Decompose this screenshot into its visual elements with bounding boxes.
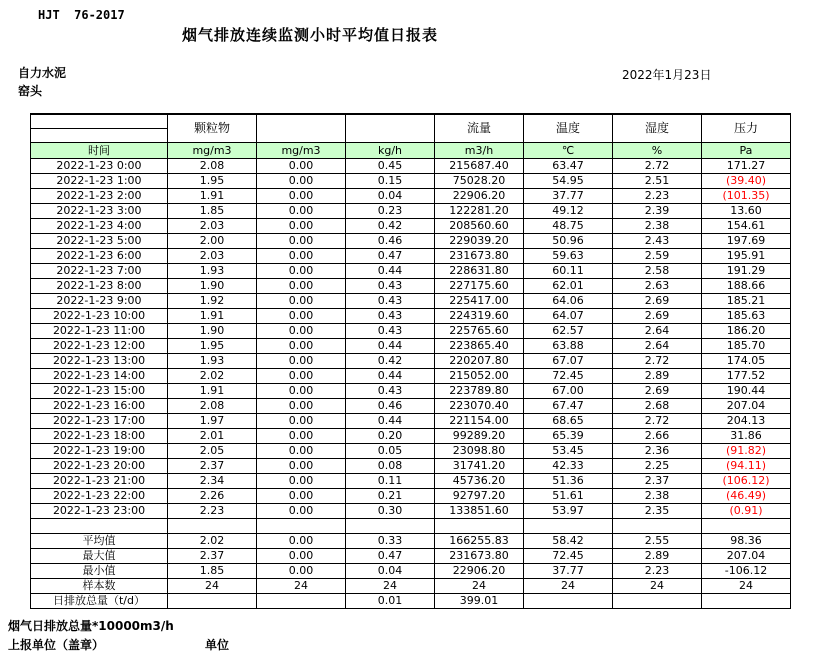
hourly-data-cell: 224319.60 (435, 309, 524, 324)
hourly-data-cell: 215052.00 (435, 369, 524, 384)
summary-cell: 最小值 (31, 564, 168, 579)
hourly-data-row (31, 339, 791, 354)
summary-row (31, 564, 791, 579)
hourly-data-cell: 62.01 (524, 279, 613, 294)
summary-cell: 399.01 (435, 594, 524, 609)
hourly-data-row (31, 159, 791, 174)
hourly-data-cell: 62.57 (524, 324, 613, 339)
hourly-data-cell: 133851.60 (435, 504, 524, 519)
summary-row (31, 579, 791, 594)
summary-cell: 0.00 (257, 534, 346, 549)
hourly-data-row (31, 399, 791, 414)
hourly-data-cell: 0.00 (257, 159, 346, 174)
pollutant-header-cell: 温度 (524, 114, 613, 143)
hourly-data-row (31, 354, 791, 369)
hourly-data-cell: 0.00 (257, 249, 346, 264)
hourly-data-cell: 2.36 (613, 444, 702, 459)
pollutant-header-cell (257, 114, 346, 143)
summary-cell: 24 (168, 579, 257, 594)
hourly-data-cell: 2022-1-23 13:00 (31, 354, 168, 369)
summary-cell: 0.00 (257, 549, 346, 564)
summary-cell: 1.85 (168, 564, 257, 579)
hourly-data-cell: 2.02 (168, 369, 257, 384)
spacer-cell (524, 519, 613, 534)
hourly-data-cell: 171.27 (702, 159, 791, 174)
hourly-data-cell: 229039.20 (435, 234, 524, 249)
hourly-data-cell: 0.43 (346, 279, 435, 294)
hourly-data-cell: 154.61 (702, 219, 791, 234)
hourly-data-cell: (106.12) (702, 474, 791, 489)
hourly-data-row (31, 474, 791, 489)
hourly-data-cell: 2022-1-23 6:00 (31, 249, 168, 264)
hourly-data-cell: 2022-1-23 2:00 (31, 189, 168, 204)
hourly-data-cell: 2.05 (168, 444, 257, 459)
spacer-cell (168, 519, 257, 534)
hourly-data-cell: 188.66 (702, 279, 791, 294)
hourly-data-cell: 67.07 (524, 354, 613, 369)
hourly-data-cell: 0.00 (257, 204, 346, 219)
hourly-data-cell: 2.69 (613, 294, 702, 309)
hourly-data-cell: 0.00 (257, 189, 346, 204)
hourly-data-cell: 0.00 (257, 309, 346, 324)
hourly-data-cell: 0.04 (346, 189, 435, 204)
hourly-data-row (31, 189, 791, 204)
hourly-data-cell: 1.97 (168, 414, 257, 429)
unit-header-row (31, 143, 791, 159)
hourly-data-cell: 2022-1-23 20:00 (31, 459, 168, 474)
flow-total-note: 烟气日排放总量*10000m3/h (8, 619, 174, 633)
summary-cell (168, 594, 257, 609)
hourly-data-cell: 0.00 (257, 474, 346, 489)
hourly-data-row (31, 504, 791, 519)
summary-cell: 24 (524, 579, 613, 594)
hourly-data-cell: 2022-1-23 21:00 (31, 474, 168, 489)
hourly-data-cell: 2.64 (613, 339, 702, 354)
hourly-data-cell: 49.12 (524, 204, 613, 219)
hourly-data-cell: 1.85 (168, 204, 257, 219)
unit-header-cell: Pa (702, 143, 791, 159)
hourly-data-cell: 1.91 (168, 189, 257, 204)
hourly-data-cell: 2.39 (613, 204, 702, 219)
hourly-data-cell: 1.91 (168, 309, 257, 324)
summary-cell: 24 (346, 579, 435, 594)
summary-row (31, 549, 791, 564)
hourly-data-row (31, 279, 791, 294)
hourly-data-row (31, 384, 791, 399)
hourly-data-cell: 1.92 (168, 294, 257, 309)
hourly-data-cell: 1.90 (168, 279, 257, 294)
hourly-data-cell: 92797.20 (435, 489, 524, 504)
hourly-data-cell: 0.00 (257, 414, 346, 429)
hourly-data-cell: 2.66 (613, 429, 702, 444)
hourly-data-cell: 223789.80 (435, 384, 524, 399)
hourly-data-row (31, 234, 791, 249)
hourly-data-cell: 2.01 (168, 429, 257, 444)
hourly-data-cell: 75028.20 (435, 174, 524, 189)
hourly-data-cell: 2022-1-23 3:00 (31, 204, 168, 219)
hourly-data-cell: 0.30 (346, 504, 435, 519)
hourly-data-cell: 0.00 (257, 354, 346, 369)
spacer-row (31, 519, 791, 534)
hourly-data-cell: 174.05 (702, 354, 791, 369)
hourly-data-cell: 227175.60 (435, 279, 524, 294)
hourly-data-cell: 48.75 (524, 219, 613, 234)
hourly-data-cell: 51.61 (524, 489, 613, 504)
monitoring-point: 窑头 (18, 84, 43, 98)
hourly-data-cell: 64.06 (524, 294, 613, 309)
report-table (30, 113, 791, 609)
hourly-data-cell: 2022-1-23 10:00 (31, 309, 168, 324)
hourly-data-cell: (0.91) (702, 504, 791, 519)
hourly-data-row (31, 174, 791, 189)
summary-cell (613, 594, 702, 609)
hourly-data-cell: 2022-1-23 12:00 (31, 339, 168, 354)
hourly-data-cell: 53.45 (524, 444, 613, 459)
spacer-cell (31, 519, 168, 534)
hourly-data-cell: 0.46 (346, 399, 435, 414)
summary-cell: 0.04 (346, 564, 435, 579)
hourly-data-cell: (46.49) (702, 489, 791, 504)
summary-cell: 0.33 (346, 534, 435, 549)
hourly-data-row (31, 369, 791, 384)
hourly-data-cell: 220207.80 (435, 354, 524, 369)
hourly-data-cell: 0.00 (257, 504, 346, 519)
hourly-data-cell: 0.00 (257, 174, 346, 189)
hourly-data-cell: (94.11) (702, 459, 791, 474)
hourly-data-cell: 2.34 (168, 474, 257, 489)
hourly-data-cell: 207.04 (702, 399, 791, 414)
hourly-data-cell: 2.38 (613, 489, 702, 504)
hourly-data-cell: 0.43 (346, 309, 435, 324)
hourly-data-cell: 0.44 (346, 339, 435, 354)
hourly-data-cell: 0.15 (346, 174, 435, 189)
summary-cell: 日排放总量（t/d） (31, 594, 168, 609)
hourly-data-cell: 0.11 (346, 474, 435, 489)
hourly-data-cell: 0.23 (346, 204, 435, 219)
hourly-data-cell: 2.64 (613, 324, 702, 339)
summary-cell (702, 594, 791, 609)
hourly-data-row (31, 414, 791, 429)
hourly-data-cell: 99289.20 (435, 429, 524, 444)
hourly-data-cell: 1.95 (168, 339, 257, 354)
hourly-data-cell: 2.72 (613, 414, 702, 429)
hourly-data-row (31, 429, 791, 444)
unit-header-cell: mg/m3 (168, 143, 257, 159)
hourly-data-cell: 2022-1-23 16:00 (31, 399, 168, 414)
hourly-data-cell: 67.47 (524, 399, 613, 414)
unit-header-cell: % (613, 143, 702, 159)
spacer-cell (435, 519, 524, 534)
spacer-cell (613, 519, 702, 534)
summary-cell: 207.04 (702, 549, 791, 564)
pollutant-header-cell: 流量 (435, 114, 524, 143)
hourly-data-cell: 2.68 (613, 399, 702, 414)
pollutant-header-cell: 湿度 (613, 114, 702, 143)
hourly-data-cell: 228631.80 (435, 264, 524, 279)
hourly-data-cell: 0.00 (257, 369, 346, 384)
hourly-data-row (31, 249, 791, 264)
summary-cell: 2.37 (168, 549, 257, 564)
hourly-data-cell: 0.00 (257, 279, 346, 294)
hourly-data-cell: 23098.80 (435, 444, 524, 459)
hourly-data-cell: 2.69 (613, 384, 702, 399)
hourly-data-cell: 1.93 (168, 354, 257, 369)
hourly-data-cell: 208560.60 (435, 219, 524, 234)
unit-header-cell: 时间 (31, 143, 168, 159)
hourly-data-row (31, 294, 791, 309)
hourly-data-cell: 2022-1-23 19:00 (31, 444, 168, 459)
hourly-data-cell: 185.21 (702, 294, 791, 309)
hourly-data-cell: 231673.80 (435, 249, 524, 264)
hourly-data-cell: 2022-1-23 11:00 (31, 324, 168, 339)
pollutant-header-row (31, 114, 791, 143)
hourly-data-cell: 1.93 (168, 264, 257, 279)
hourly-data-cell: 2.63 (613, 279, 702, 294)
hourly-data-cell: 0.44 (346, 369, 435, 384)
hourly-data-cell: 0.43 (346, 324, 435, 339)
hourly-data-cell: 45736.20 (435, 474, 524, 489)
hourly-data-cell: 53.97 (524, 504, 613, 519)
hourly-data-cell: 0.44 (346, 264, 435, 279)
hourly-data-cell: 225765.60 (435, 324, 524, 339)
hourly-data-cell: 0.43 (346, 384, 435, 399)
hourly-data-cell: 1.95 (168, 174, 257, 189)
hourly-data-cell: 190.44 (702, 384, 791, 399)
hourly-data-cell: 0.00 (257, 459, 346, 474)
hourly-data-cell: 0.00 (257, 339, 346, 354)
hourly-data-cell: 225417.00 (435, 294, 524, 309)
hourly-data-cell: 0.05 (346, 444, 435, 459)
hourly-data-cell: 191.29 (702, 264, 791, 279)
hourly-data-cell: 0.00 (257, 429, 346, 444)
summary-cell: 24 (613, 579, 702, 594)
summary-cell: 2.89 (613, 549, 702, 564)
hourly-data-cell: 2.69 (613, 309, 702, 324)
hourly-data-cell: 1.90 (168, 324, 257, 339)
hourly-data-cell: 2022-1-23 5:00 (31, 234, 168, 249)
hourly-data-cell: 2.51 (613, 174, 702, 189)
hourly-data-cell: 42.33 (524, 459, 613, 474)
hourly-data-row (31, 459, 791, 474)
hourly-data-cell: 2.43 (613, 234, 702, 249)
hourly-data-cell: 54.95 (524, 174, 613, 189)
pollutant-header-cell: 压力 (702, 114, 791, 143)
summary-cell: 98.36 (702, 534, 791, 549)
hourly-data-cell: 2022-1-23 4:00 (31, 219, 168, 234)
hourly-data-cell: 177.52 (702, 369, 791, 384)
summary-cell: 0.00 (257, 564, 346, 579)
summary-cell: 166255.83 (435, 534, 524, 549)
summary-cell: 24 (702, 579, 791, 594)
hourly-data-cell: 2.25 (613, 459, 702, 474)
hourly-data-cell: (101.35) (702, 189, 791, 204)
hourly-data-cell: 0.00 (257, 489, 346, 504)
summary-cell: 37.77 (524, 564, 613, 579)
summary-cell: 24 (257, 579, 346, 594)
hourly-data-cell: 0.46 (346, 234, 435, 249)
hourly-data-cell: 59.63 (524, 249, 613, 264)
report-table-body (31, 114, 791, 609)
hourly-data-cell: 2022-1-23 18:00 (31, 429, 168, 444)
hourly-data-cell: 2.35 (613, 504, 702, 519)
hourly-data-cell: 215687.40 (435, 159, 524, 174)
hourly-data-cell: 37.77 (524, 189, 613, 204)
hourly-data-cell: 0.00 (257, 324, 346, 339)
hourly-data-cell: 0.21 (346, 489, 435, 504)
hourly-data-cell: 2022-1-23 17:00 (31, 414, 168, 429)
hourly-data-row (31, 219, 791, 234)
hourly-data-cell: 2.58 (613, 264, 702, 279)
hourly-data-cell: 2.08 (168, 159, 257, 174)
hourly-data-cell: 64.07 (524, 309, 613, 324)
hourly-data-cell: 0.00 (257, 444, 346, 459)
spacer-cell (257, 519, 346, 534)
hourly-data-cell: 2.89 (613, 369, 702, 384)
unit-header-cell: kg/h (346, 143, 435, 159)
hourly-data-cell: 0.45 (346, 159, 435, 174)
hourly-data-cell: 31.86 (702, 429, 791, 444)
summary-cell: 2.55 (613, 534, 702, 549)
hourly-data-cell: 68.65 (524, 414, 613, 429)
hourly-data-cell: 0.00 (257, 384, 346, 399)
spacer-cell (346, 519, 435, 534)
hourly-data-row (31, 204, 791, 219)
hourly-data-cell: 0.47 (346, 249, 435, 264)
summary-cell: 231673.80 (435, 549, 524, 564)
hourly-data-cell: 185.70 (702, 339, 791, 354)
hourly-data-cell: 2022-1-23 9:00 (31, 294, 168, 309)
hourly-data-cell: 0.20 (346, 429, 435, 444)
hourly-data-cell: 72.45 (524, 369, 613, 384)
summary-cell: -106.12 (702, 564, 791, 579)
hourly-data-row (31, 324, 791, 339)
hourly-data-cell: 60.11 (524, 264, 613, 279)
summary-cell: 2.02 (168, 534, 257, 549)
summary-cell (524, 594, 613, 609)
hourly-data-cell: 2.37 (613, 474, 702, 489)
hourly-data-cell: 2.03 (168, 219, 257, 234)
spacer-cell (702, 519, 791, 534)
hourly-data-cell: 0.00 (257, 264, 346, 279)
hourly-data-cell: 51.36 (524, 474, 613, 489)
summary-cell: 58.42 (524, 534, 613, 549)
hourly-data-row (31, 489, 791, 504)
hourly-data-cell: 2022-1-23 22:00 (31, 489, 168, 504)
report-date: 2022年1月23日 (622, 68, 712, 82)
unit-label: 单位 (205, 638, 230, 652)
hourly-data-cell: 2022-1-23 1:00 (31, 174, 168, 189)
pollutant-header-cell: 颗粒物 (168, 114, 257, 143)
summary-cell (257, 594, 346, 609)
hourly-data-cell: 0.43 (346, 294, 435, 309)
hourly-data-cell: 63.88 (524, 339, 613, 354)
hourly-data-cell: 0.42 (346, 219, 435, 234)
hourly-data-cell: 223865.40 (435, 339, 524, 354)
hourly-data-cell: 0.44 (346, 414, 435, 429)
hourly-data-cell: 31741.20 (435, 459, 524, 474)
hourly-data-cell: 0.42 (346, 354, 435, 369)
hourly-data-cell: 2022-1-23 14:00 (31, 369, 168, 384)
hourly-data-cell: 0.00 (257, 294, 346, 309)
hourly-data-cell: 50.96 (524, 234, 613, 249)
hourly-data-cell: (91.82) (702, 444, 791, 459)
hourly-data-cell: 0.00 (257, 399, 346, 414)
unit-header-cell: mg/m3 (257, 143, 346, 159)
summary-cell: 2.23 (613, 564, 702, 579)
summary-row (31, 534, 791, 549)
unit-header-cell: ℃ (524, 143, 613, 159)
summary-cell: 0.47 (346, 549, 435, 564)
hourly-data-cell: 22906.20 (435, 189, 524, 204)
hourly-data-cell: 2022-1-23 23:00 (31, 504, 168, 519)
hourly-data-cell: 223070.40 (435, 399, 524, 414)
hourly-data-cell: 0.00 (257, 234, 346, 249)
hourly-data-cell: 2022-1-23 15:00 (31, 384, 168, 399)
hourly-data-cell: 13.60 (702, 204, 791, 219)
report-title: 烟气排放连续监测小时平均值日报表 (181, 26, 438, 44)
hourly-data-cell: 186.20 (702, 324, 791, 339)
hourly-data-cell: 63.47 (524, 159, 613, 174)
hourly-data-cell: 195.91 (702, 249, 791, 264)
hourly-data-row (31, 264, 791, 279)
hourly-data-cell: 204.13 (702, 414, 791, 429)
hourly-data-cell: 65.39 (524, 429, 613, 444)
hourly-data-cell: 2.23 (613, 189, 702, 204)
reporting-unit-label: 上报单位（盖章） (8, 638, 105, 652)
hourly-data-cell: 2.59 (613, 249, 702, 264)
summary-cell: 22906.20 (435, 564, 524, 579)
standard-code: HJT 76-2017 (38, 8, 125, 22)
company-name: 自力水泥 (18, 66, 67, 80)
hourly-data-cell: 2.38 (613, 219, 702, 234)
hourly-data-cell: 67.00 (524, 384, 613, 399)
pollutant-header-cell (346, 114, 435, 143)
hourly-data-cell: 2.00 (168, 234, 257, 249)
hourly-data-cell: 2.26 (168, 489, 257, 504)
hourly-data-cell: 2022-1-23 8:00 (31, 279, 168, 294)
hourly-data-cell: 122281.20 (435, 204, 524, 219)
unit-header-cell: m3/h (435, 143, 524, 159)
summary-cell: 0.01 (346, 594, 435, 609)
summary-cell: 72.45 (524, 549, 613, 564)
hourly-data-cell: 0.00 (257, 219, 346, 234)
hourly-data-cell: 2.37 (168, 459, 257, 474)
hourly-data-cell: (39.40) (702, 174, 791, 189)
hourly-data-cell: 2.03 (168, 249, 257, 264)
summary-cell: 最大值 (31, 549, 168, 564)
hourly-data-cell: 2022-1-23 7:00 (31, 264, 168, 279)
summary-cell: 样本数 (31, 579, 168, 594)
summary-row (31, 594, 791, 609)
hourly-data-cell: 185.63 (702, 309, 791, 324)
hourly-data-cell: 2.72 (613, 354, 702, 369)
hourly-data-row (31, 309, 791, 324)
hourly-data-cell: 221154.00 (435, 414, 524, 429)
hourly-data-cell: 2.08 (168, 399, 257, 414)
summary-cell: 24 (435, 579, 524, 594)
summary-cell: 平均值 (31, 534, 168, 549)
hourly-data-cell: 2.23 (168, 504, 257, 519)
hourly-data-cell: 2.72 (613, 159, 702, 174)
pollutant-header-cell (31, 114, 168, 143)
hourly-data-cell: 2022-1-23 0:00 (31, 159, 168, 174)
hourly-data-cell: 1.91 (168, 384, 257, 399)
hourly-data-cell: 0.08 (346, 459, 435, 474)
hourly-data-cell: 197.69 (702, 234, 791, 249)
hourly-data-row (31, 444, 791, 459)
